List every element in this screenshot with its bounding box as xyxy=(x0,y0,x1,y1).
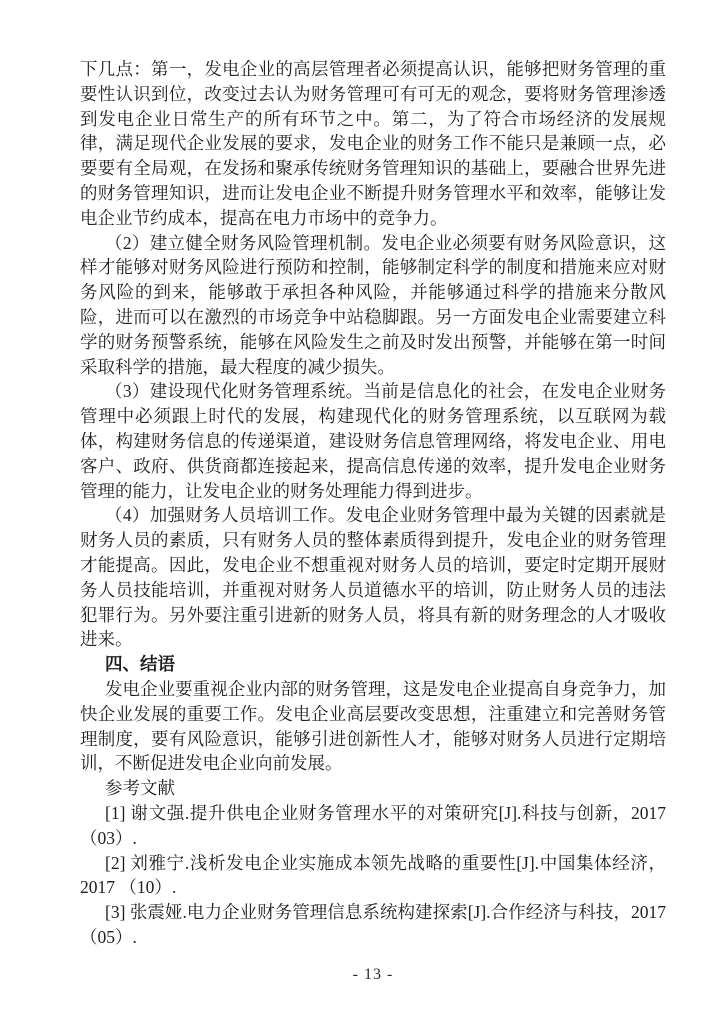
body-paragraph-modern-system: （3）建设现代化财务管理系统。当前是信息化的社会，在发电企业财务管理中必须跟上时代的发展，构建现代化的财务管理系统，以互联网为载体，构建财务信息的传递渠道，建设财务信息管理网络，将发电企业、用电客户、政府、供货商都连接起来，提高信息传递的效率，提升发电企业财务管理的能力，让发电企业的财务处理能力得到进步。 xyxy=(80,381,666,501)
body-paragraph-continuation: 下几点：第一，发电企业的高层管理者必须提高认识，能够把财务管理的重要性认识到位，改变过去认为财务管理可有可无的观念，要将财务管理渗透到发电企业日常生产的所有环节之中。第二，为了符合市场经济的发展规律，满足现代企业发展的要求，发电企业的财务工作不能只是兼顾一点，必要要有全局观，在发扬和聚承传统财务管理知识的基础上，要融合世界先进的财务管理知识，进而让发电企业不断提升财务管理水平和效率，能够让发电企业节约成本，提高在电力市场中的竞争力。 xyxy=(80,59,666,228)
page-number: - 13 - xyxy=(352,966,394,983)
body-paragraph-risk-management: （2）建立健全财务风险管理机制。发电企业必须要有财务风险意识，这样才能够对财务风险进行预防和控制，能够制定科学的制度和措施来应对财务风险的到来，能够敢于承担各种风险，并能够通过科学的措施来分散风险，进而可以在激烈的市场竞争中站稳脚跟。另一方面发电企业需要建立科学的财务预警系统，能够在风险发生之前及时发出预警，并能够在第一时间采取科学的措施，最大程度的减少损失。 xyxy=(80,232,666,377)
body-paragraph-personnel-training: （4）加强财务人员培训工作。发电企业财务管理中最为关键的因素就是财务人员的素质，只有财务人员的整体素质得到提升，发电企业的财务管理才能提高。因此，发电企业不想重视对财务人员的培训，要定时定期开展财务人员技能培训，并重视对财务人员道德水平的培训，防止财务人员的违法犯罪行为。另外要注重引进新的财务人员，将具有新的财务理念的人才吸收进来。 xyxy=(80,505,666,650)
reference-item-1: [1] 谢文强.提升供电企业财务管理水平的对策研究[J].科技与创新，2017（03）. xyxy=(80,802,666,848)
reference-item-2: [2] 刘雅宁.浅析发电企业实施成本领先战略的重要性[J].中国集体经济，2017 （10）. xyxy=(80,852,666,898)
section-heading-conclusion: 四、结语 xyxy=(105,654,175,675)
reference-item-3: [3] 张震娅.电力企业财务管理信息系统构建探索[J].合作经济与科技，2017（05）. xyxy=(80,902,666,947)
page-body xyxy=(80,57,666,950)
references-label: 参考文献 xyxy=(105,778,175,799)
body-paragraph-conclusion: 发电企业要重视企业内部的财务管理，这是发电企业提高自身竞争力，加快企业发展的重要工作。发电企业高层要改变思想，注重建立和完善财务管理制度，要有风险意识，能够引进创新性人才，能够对财务人员进行定期培训，不断促进发电企业向前发展。 xyxy=(80,678,666,774)
